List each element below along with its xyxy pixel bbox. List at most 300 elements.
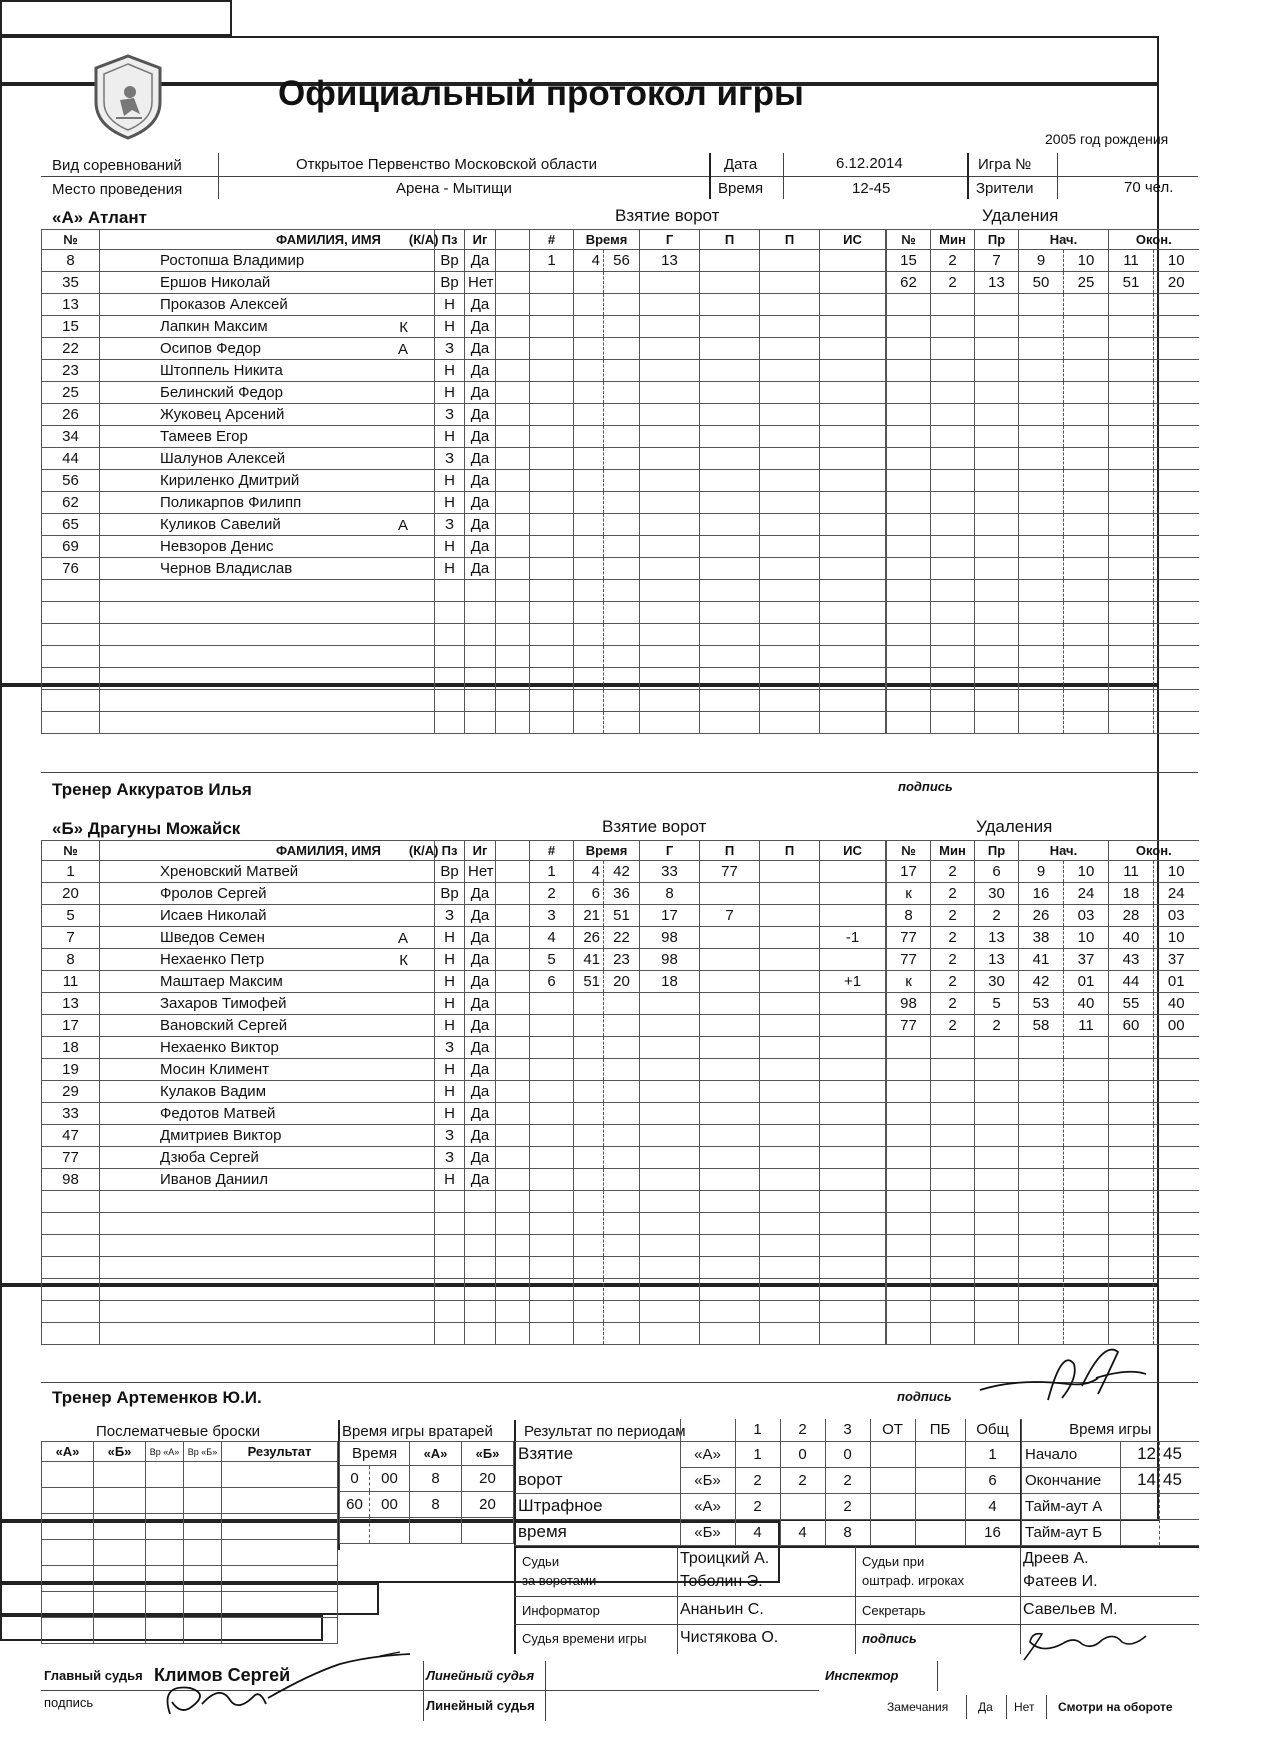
table-row	[887, 1213, 1199, 1235]
penalty-minutes: 2	[931, 927, 975, 949]
goal-minute: 6	[574, 883, 604, 905]
goal-strength: -1	[820, 927, 886, 949]
player-number: 11	[42, 971, 100, 993]
penalty-end-min: 55	[1109, 993, 1154, 1015]
table-row	[42, 448, 529, 470]
player-position: Вр	[435, 883, 465, 905]
table-row	[887, 1279, 1199, 1301]
informer-value: Ананьин С.	[680, 1601, 764, 1618]
table-row	[42, 1169, 529, 1191]
penalty-end-min: 11	[1109, 250, 1154, 272]
player-number: 98	[42, 1169, 100, 1191]
penalty-player: 98	[887, 993, 931, 1015]
player-number: 20	[42, 883, 100, 905]
periods-pen-a-2	[780, 1493, 825, 1519]
periods-h2: 2	[780, 1419, 825, 1441]
goal-minute: 41	[574, 949, 604, 971]
goal-number: 3	[530, 905, 574, 927]
table-row	[887, 250, 1199, 272]
timekeeper-label: Судья времени игры	[522, 1631, 647, 1646]
player-played: Да	[465, 294, 496, 316]
player-played: Да	[465, 492, 496, 514]
team-b-col-pen-min: Мин	[931, 841, 975, 861]
head-ref-signature	[150, 1644, 420, 1720]
shootout-col-a: «А»	[42, 1442, 94, 1462]
goal-second: 51	[604, 905, 640, 927]
penalty-code: 30	[975, 883, 1019, 905]
goal-strength	[820, 905, 886, 927]
table-row	[42, 382, 529, 404]
team-a-col-pz: Пз	[435, 230, 465, 250]
player-played: Да	[465, 883, 496, 905]
table-row	[530, 949, 886, 971]
table-row	[887, 602, 1199, 624]
table-row	[42, 1213, 529, 1235]
goal-assist-2	[760, 883, 820, 905]
player-name: Кулаков Вадим	[100, 1081, 435, 1103]
player-played: Да	[465, 404, 496, 426]
table-row	[887, 404, 1199, 426]
player-played: Да	[465, 1103, 496, 1125]
team-a-coach: Тренер Аккуратов Илья	[52, 780, 252, 799]
player-number: 69	[42, 536, 100, 558]
player-position: Вр	[435, 861, 465, 883]
table-row	[42, 1125, 529, 1147]
team-b-roster-table	[41, 840, 529, 1345]
penalty-player: 62	[887, 272, 931, 294]
team-b-sign-label: подпись	[897, 1389, 952, 1404]
penalty-code: 13	[975, 949, 1019, 971]
venue-label: Место проведения	[52, 181, 183, 198]
game-time-title: Время игры	[1022, 1419, 1199, 1441]
table-row	[530, 1103, 886, 1125]
periods-pen-a-1: 2	[735, 1493, 780, 1519]
goal-judges-label-2: за воротами	[522, 1573, 597, 1588]
team-a-col-goal-scorer: Г	[640, 230, 700, 250]
date-label: Дата	[724, 156, 758, 173]
player-position: Н	[435, 1169, 465, 1191]
table-row	[42, 250, 529, 272]
goal-assist-1	[700, 971, 760, 993]
periods-goals-a-1: 1	[735, 1441, 780, 1467]
table-row	[887, 492, 1199, 514]
table-row	[530, 1323, 886, 1345]
player-position: З	[435, 404, 465, 426]
penalty-start-min: 50	[1019, 272, 1064, 294]
player-name: Хреновский Матвей	[100, 861, 435, 883]
team-b-col-pen-end: Окон.	[1109, 841, 1199, 861]
team-b-penalties-title: Удаления	[976, 817, 1053, 836]
player-number: 76	[42, 558, 100, 580]
table-row	[42, 338, 529, 360]
player-position: Н	[435, 470, 465, 492]
goal-assist-2	[760, 927, 820, 949]
player-number: 8	[42, 250, 100, 272]
goal-second: 42	[604, 861, 640, 883]
player-name: Поликарпов Филипп	[100, 492, 435, 514]
penalty-end-sec: 10	[1154, 250, 1199, 272]
goal-scorer: 98	[640, 949, 700, 971]
player-name: Штоппель Никита	[100, 360, 435, 382]
player-number: 34	[42, 426, 100, 448]
player-number: 18	[42, 1037, 100, 1059]
player-name: Шведов Семен А	[100, 927, 435, 949]
team-b-col-assist-1: П	[700, 841, 760, 861]
table-row	[530, 712, 886, 734]
periods-goals-label-1: Взятие	[515, 1441, 680, 1467]
player-played: Да	[465, 514, 496, 536]
goal-assist-1	[700, 883, 760, 905]
table-row	[42, 1059, 529, 1081]
penalty-start-sec: 10	[1064, 927, 1109, 949]
player-number: 77	[42, 1147, 100, 1169]
table-row	[530, 1279, 886, 1301]
goal-number: 1	[530, 250, 574, 272]
player-role: А	[397, 517, 408, 534]
table-row	[530, 624, 886, 646]
penalty-player: к	[887, 883, 931, 905]
table-row	[42, 536, 529, 558]
linesman-2-label: Линейный судья	[426, 1698, 535, 1713]
penalty-player: 77	[887, 927, 931, 949]
table-row	[530, 1301, 886, 1323]
table-row	[530, 1037, 886, 1059]
goal-number: 2	[530, 883, 574, 905]
table-row	[887, 1059, 1199, 1081]
table-row	[887, 927, 1199, 949]
player-name: Захаров Тимофей	[100, 993, 435, 1015]
penalty-start-min: 38	[1019, 927, 1064, 949]
table-row	[887, 1037, 1199, 1059]
goal-assist-2	[760, 971, 820, 993]
table-row	[42, 905, 529, 927]
goal-judge-2: Тоболин Э.	[680, 1573, 763, 1590]
goal-number: 5	[530, 949, 574, 971]
player-name: Мосин Климент	[100, 1059, 435, 1081]
player-name: Федотов Матвей	[100, 1103, 435, 1125]
penalty-start-min: 16	[1019, 883, 1064, 905]
player-played: Да	[465, 1169, 496, 1191]
team-a-goals-title: Взятие ворот	[615, 206, 720, 225]
competition-label: Вид соревнований	[52, 157, 182, 174]
periods-pen-b-ot	[870, 1519, 915, 1545]
goalie-time-r2-sec: 00	[370, 1492, 410, 1518]
penalty-start-sec: 10	[1064, 861, 1109, 883]
penbox-label-1: Судьи при	[862, 1554, 925, 1569]
periods-goals-a-2: 0	[780, 1441, 825, 1467]
player-name: Чернов Владислав	[100, 558, 435, 580]
player-played: Да	[465, 250, 496, 272]
officials-sign-label: подпись	[862, 1631, 917, 1646]
player-number: 35	[42, 272, 100, 294]
goal-assist-1: 77	[700, 861, 760, 883]
player-name: Ершов Николай	[100, 272, 435, 294]
periods-goals-b-1: 2	[735, 1467, 780, 1493]
team-a-col-pen-code: Пр	[975, 230, 1019, 250]
table-row	[887, 1191, 1199, 1213]
penalty-minutes: 2	[931, 1015, 975, 1037]
table-row	[42, 668, 529, 690]
player-played: Да	[465, 927, 496, 949]
table-row	[42, 602, 529, 624]
table-row	[530, 1191, 886, 1213]
table-row	[887, 514, 1199, 536]
penalty-start-sec: 03	[1064, 905, 1109, 927]
player-number: 65	[42, 514, 100, 536]
game-no-label: Игра №	[978, 156, 1032, 173]
goal-scorer: 18	[640, 971, 700, 993]
goal-scorer: 17	[640, 905, 700, 927]
player-position: Н	[435, 949, 465, 971]
table-row	[530, 905, 886, 927]
penalty-start-sec: 25	[1064, 272, 1109, 294]
remarks-yes: Да	[978, 1700, 993, 1714]
team-b-title: «Б» Драгуны Можайск	[52, 819, 241, 838]
player-number: 47	[42, 1125, 100, 1147]
head-ref-label: Главный судья	[44, 1668, 143, 1683]
table-row	[887, 905, 1199, 927]
player-position: Н	[435, 1059, 465, 1081]
game-time-table	[1021, 1419, 1199, 1546]
player-position: Н	[435, 294, 465, 316]
table-row	[530, 492, 886, 514]
team-b-col-goal-time: Время	[574, 841, 640, 861]
table-row	[530, 360, 886, 382]
time-label: Время	[718, 180, 764, 197]
player-name: Фролов Сергей	[100, 883, 435, 905]
table-row	[887, 316, 1199, 338]
periods-goals-b-label: «Б»	[680, 1467, 735, 1493]
periods-h3: 3	[825, 1419, 870, 1441]
table-row	[42, 1191, 529, 1213]
goal-judge-1: Троицкий А.	[680, 1550, 770, 1567]
player-name: Жуковец Арсений	[100, 404, 435, 426]
informer-label: Информатор	[522, 1603, 600, 1618]
table-row	[887, 426, 1199, 448]
player-name: Нехаенко Виктор	[100, 1037, 435, 1059]
player-played: Да	[465, 426, 496, 448]
periods-goals-b-pb	[915, 1467, 965, 1493]
table-row	[530, 668, 886, 690]
penalty-start-sec: 40	[1064, 993, 1109, 1015]
goal-strength	[820, 883, 886, 905]
goalie-time-r2-min: 60	[340, 1492, 370, 1518]
table-row	[530, 536, 886, 558]
player-position: Н	[435, 426, 465, 448]
table-row	[42, 1257, 529, 1279]
player-position: Н	[435, 1103, 465, 1125]
shootout-col-vrb: Вр «Б»	[184, 1442, 222, 1462]
table-row	[887, 382, 1199, 404]
player-name: Проказов Алексей	[100, 294, 435, 316]
table-row	[530, 1015, 886, 1037]
player-number: 8	[42, 949, 100, 971]
goalie-time-r2-b: 20	[462, 1492, 514, 1518]
table-row	[42, 1015, 529, 1037]
table-row	[887, 949, 1199, 971]
goal-second: 36	[604, 883, 640, 905]
penalty-end-min: 51	[1109, 272, 1154, 294]
team-b-col-pen-num: №	[887, 841, 931, 861]
player-name: Шалунов Алексей	[100, 448, 435, 470]
penbox-judge-2: Фатеев И.	[1023, 1573, 1098, 1590]
player-number: 19	[42, 1059, 100, 1081]
player-name: Куликов Савелий А	[100, 514, 435, 536]
player-name: Исаев Николай	[100, 905, 435, 927]
player-number: 13	[42, 294, 100, 316]
team-b-col-strength: ИС	[820, 841, 886, 861]
table-row	[887, 1125, 1199, 1147]
team-b-col-goal-num: #	[530, 841, 574, 861]
player-position: Вр	[435, 250, 465, 272]
penalty-code: 30	[975, 971, 1019, 993]
table-row	[887, 294, 1199, 316]
team-a-col-ig: Иг	[465, 230, 496, 250]
player-position: Н	[435, 1015, 465, 1037]
goal-strength: +1	[820, 971, 886, 993]
game-end-hour: 14	[1121, 1467, 1160, 1493]
periods-table	[515, 1419, 1021, 1546]
goal-number: 4	[530, 927, 574, 949]
goal-assist-2	[760, 949, 820, 971]
player-name: Невзоров Денис	[100, 536, 435, 558]
player-played: Да	[465, 971, 496, 993]
periods-pen-b-2: 4	[780, 1519, 825, 1545]
periods-title: Результат по периодам	[524, 1423, 686, 1440]
table-row	[42, 927, 529, 949]
goal-scorer: 33	[640, 861, 700, 883]
competition-value: Открытое Первенство Московской области	[296, 156, 597, 173]
goal-assist-1	[700, 250, 760, 272]
periods-pen-b-total: 16	[965, 1519, 1020, 1545]
table-row	[42, 690, 529, 712]
team-b-col-assist-2: П	[760, 841, 820, 861]
page-title: Официальный протокол игры	[278, 74, 804, 113]
coach-b-signature	[978, 1338, 1148, 1408]
player-position: Н	[435, 927, 465, 949]
remarks-no: Нет	[1014, 1700, 1035, 1714]
player-played: Да	[465, 1037, 496, 1059]
player-played: Да	[465, 536, 496, 558]
penalty-minutes: 2	[931, 949, 975, 971]
goal-minute: 26	[574, 927, 604, 949]
timeout-a-label: Тайм-аут А	[1022, 1493, 1121, 1519]
player-position: З	[435, 448, 465, 470]
periods-pen-a-pb	[915, 1493, 965, 1519]
player-name: Ростопша Владимир	[100, 250, 435, 272]
goal-assist-2	[760, 905, 820, 927]
player-number: 25	[42, 382, 100, 404]
table-row	[887, 690, 1199, 712]
team-b-col-pz: Пз	[435, 841, 465, 861]
table-row	[887, 470, 1199, 492]
penalty-end-sec: 37	[1154, 949, 1199, 971]
table-row	[887, 1147, 1199, 1169]
game-start-label: Начало	[1022, 1441, 1121, 1467]
player-position: З	[435, 1037, 465, 1059]
player-position: Вр	[435, 272, 465, 294]
player-played: Да	[465, 993, 496, 1015]
table-row	[887, 624, 1199, 646]
goalie-time-col-time: Время	[340, 1442, 410, 1466]
team-a-col-pen-num: №	[887, 230, 931, 250]
periods-pen-a-3: 2	[825, 1493, 870, 1519]
player-number: 23	[42, 360, 100, 382]
goalie-time-r2-a: 8	[410, 1492, 462, 1518]
table-row	[887, 1257, 1199, 1279]
periods-pen-b-1: 4	[735, 1519, 780, 1545]
goal-assist-1: 7	[700, 905, 760, 927]
table-row	[530, 250, 886, 272]
table-row	[42, 514, 529, 536]
remarks-see-back: Смотри на обороте	[1058, 1700, 1173, 1714]
periods-goals-b-3: 2	[825, 1467, 870, 1493]
penalty-code: 5	[975, 993, 1019, 1015]
goalie-time-title: Время игры вратарей	[342, 1423, 493, 1440]
goal-minute: 4	[574, 861, 604, 883]
player-played: Да	[465, 1015, 496, 1037]
venue-value: Арена - Мытищи	[396, 180, 512, 197]
penalty-minutes: 2	[931, 883, 975, 905]
goal-number: 6	[530, 971, 574, 993]
penbox-label-2: оштраф. игроках	[862, 1573, 965, 1588]
table-row	[887, 1235, 1199, 1257]
player-number: 33	[42, 1103, 100, 1125]
periods-hot: ОТ	[870, 1419, 915, 1441]
table-row	[42, 294, 529, 316]
penalty-player: 17	[887, 861, 931, 883]
table-row	[42, 360, 529, 382]
penalty-end-sec: 10	[1154, 861, 1199, 883]
team-a-col-pen-end: Окон.	[1109, 230, 1199, 250]
penalty-minutes: 2	[931, 272, 975, 294]
goalie-time-r1-b: 20	[462, 1466, 514, 1492]
shootout-title: Послематчевые броски	[96, 1423, 261, 1440]
table-row	[530, 382, 886, 404]
team-b-col-pen-start: Нач.	[1019, 841, 1109, 861]
penalty-start-sec: 01	[1064, 971, 1109, 993]
goalie-time-col-b: «Б»	[462, 1442, 514, 1466]
table-row	[42, 1279, 529, 1301]
player-number: 5	[42, 905, 100, 927]
player-number: 17	[42, 1015, 100, 1037]
goal-number: 1	[530, 861, 574, 883]
game-start-hour: 12	[1121, 1441, 1160, 1467]
penalty-end-min: 18	[1109, 883, 1154, 905]
table-row	[42, 580, 529, 602]
table-row	[530, 861, 886, 883]
player-played: Да	[465, 1059, 496, 1081]
goal-second: 56	[604, 250, 640, 272]
penalty-minutes: 2	[931, 861, 975, 883]
periods-goals-a-label: «А»	[680, 1441, 735, 1467]
player-played: Да	[465, 558, 496, 580]
player-role: К	[399, 952, 408, 969]
table-row	[530, 1125, 886, 1147]
player-position: Н	[435, 1081, 465, 1103]
player-name: Белинский Федор	[100, 382, 435, 404]
penalty-start-sec: 24	[1064, 883, 1109, 905]
team-a-sign-label: подпись	[898, 779, 953, 794]
penalty-end-min: 44	[1109, 971, 1154, 993]
table-row	[530, 338, 886, 360]
shootout-table	[41, 1441, 338, 1644]
penalty-start-min: 26	[1019, 905, 1064, 927]
table-row	[887, 971, 1199, 993]
table-row	[530, 316, 886, 338]
periods-goals-b-ot	[870, 1467, 915, 1493]
remarks-label: Замечания	[887, 1700, 949, 1714]
